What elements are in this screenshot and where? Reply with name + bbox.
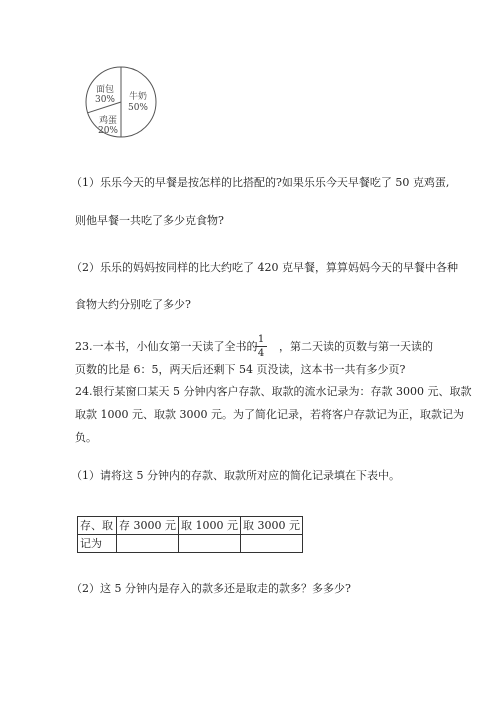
q1-line1: （1）乐乐今天的早餐是按怎样的比搭配的?如果乐乐今天早餐吃了 50 克鸡蛋, — [71, 176, 450, 189]
q1-line2: 则他早餐一共吃了多少克食物? — [75, 214, 224, 227]
table-header-cell: 存、取 — [78, 517, 117, 535]
q2-line2: 食物大约分别吃了多少? — [75, 298, 191, 311]
answer-cell[interactable] — [179, 535, 241, 553]
pie-label-bread: 面包 — [95, 85, 115, 95]
q23-fraction-denominator: 4 — [257, 348, 265, 359]
table-header-cell: 存 3000 元 — [117, 517, 179, 535]
q2-line1: （2）乐乐的妈妈按同样的比大约吃了 420 克早餐，算算妈妈今天的早餐中各种 — [71, 261, 458, 274]
table-row-label: 记为 — [78, 535, 117, 553]
q24-line2: 取款 1000 元、取款 3000 元。为了简化记录，若将客户存款记为正，取款记为 — [75, 408, 464, 421]
q24-sub1: （1）请将这 5 分钟内的存款、取款所对应的简化记录填在下表中。 — [71, 469, 400, 482]
q23-line1-part2: ，第二天读的页数与第一天读的 — [279, 340, 433, 353]
table-header-cell: 取 1000 元 — [179, 517, 241, 535]
q23-line2: 页数的比是 6：5，两天后还剩下 54 页没读，这本书一共有多少页? — [75, 363, 406, 376]
pie-label-egg: 鸡蛋 — [98, 116, 118, 126]
q24-line3: 负。 — [75, 431, 97, 444]
pie-label-milk: 牛奶 — [128, 92, 148, 102]
pie-percent-bread: 30% — [94, 95, 116, 105]
pie-percent-milk: 50% — [127, 103, 149, 113]
q24-sub2: （2）这 5 分钟内是存入的款多还是取走的款多？多多少? — [71, 582, 351, 595]
q24-line1: 24.银行某窗口某天 5 分钟内客户存款、取款的流水记录为：存款 3000 元、取款 — [75, 385, 472, 398]
answer-cell[interactable] — [241, 535, 303, 553]
record-table — [77, 516, 303, 553]
q23-fraction — [255, 334, 267, 359]
pie-percent-egg: 20% — [97, 126, 119, 136]
table-row — [78, 535, 303, 553]
table-header-cell: 取 3000 元 — [241, 517, 303, 535]
answer-cell[interactable] — [117, 535, 179, 553]
q23-fraction-numerator: 1 — [257, 334, 265, 345]
q23-line1-part1: 23.一本书，小仙女第一天读了全书的 — [75, 340, 258, 353]
breakfast-pie-chart — [84, 65, 158, 139]
table-row — [78, 517, 303, 535]
fraction-bar — [255, 346, 267, 347]
